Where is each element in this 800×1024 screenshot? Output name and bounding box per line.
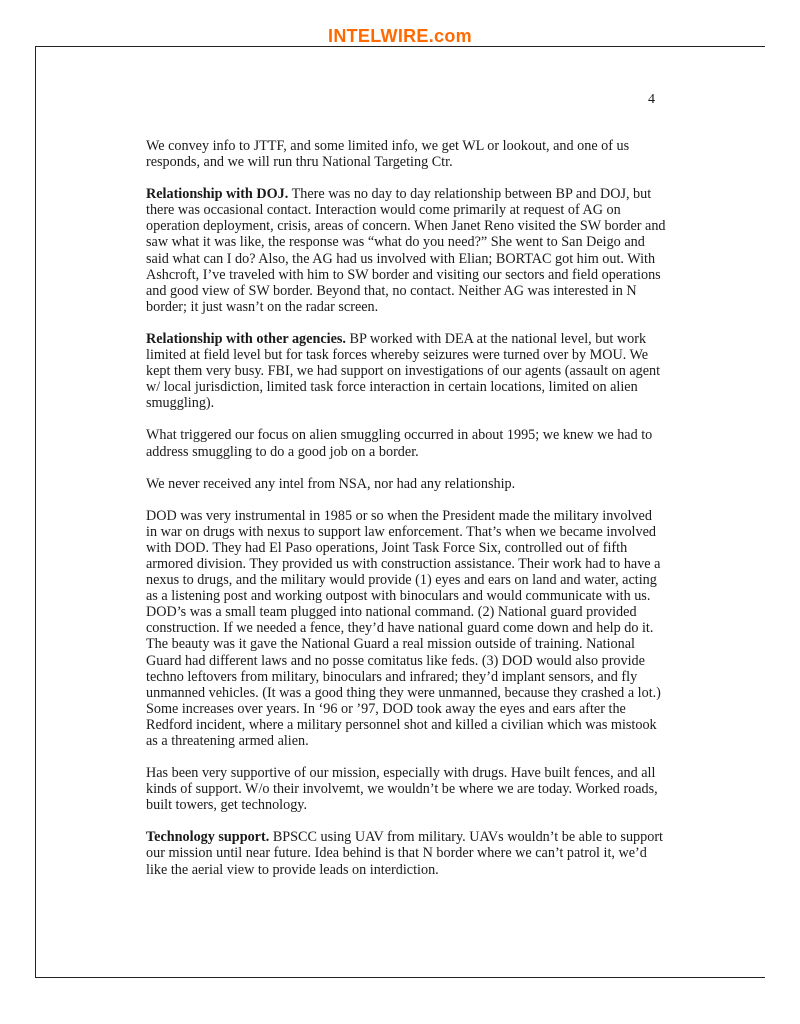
paragraph-alien-smuggling — [146, 427, 666, 459]
document-body — [146, 138, 666, 894]
site-brand-banner: INTELWIRE.com — [328, 26, 472, 46]
paragraph-jttf — [146, 138, 666, 170]
paragraph-text: There was no day to day relationship between BP and DOJ, but there was occasional contact. Interaction would come primarily at request of AG on operation deployment, crisis, areas of concern. When Janet Reno visited the SW border and saw what it was like, the response was “what do you need?” She went to San Deigo and said what can I do? Also, the AG had us involved with Elian; BORTAC got him out. With Ashcroft, I’ve traveled with him to SW border and visiting our sectors and field operations and good view of SW border. Beyond that, no contact. Neither AG was interested in N border; it just wasn’t on the radar screen. — [146, 186, 666, 315]
page-frame-top-rule — [35, 46, 765, 47]
paragraph-text: What triggered our focus on alien smuggling occurred in about 1995; we knew we had to address smuggling to do a good job on a border. — [146, 427, 653, 460]
page-frame-bottom-rule — [35, 977, 765, 978]
paragraph-heading: Technology support. — [146, 829, 270, 846]
paragraph-text: We never received any intel from NSA, nor had any relationship. — [146, 475, 516, 492]
page-number: 4 — [648, 92, 655, 107]
paragraph-text: DOD was very instrumental in 1985 or so when the President made the military involved in war on drugs with nexus to support law enforcement. That’s when we became involved with DOD. They had El Paso operations, Joint Task Force Six, controlled out of fifth armored division. They provided us with construction assistance. Their work had to have a nexus to drugs, and the military would provide (1) eyes and ears on land and water, acting as a listening post and working outpost with binoculars and would communicate with us. DOD’s was a small team plugged into national command. (2) National guard provided construction. If we needed a fence, they’d have national guard come down and help do it. The beauty was it gave the National Guard a real mission outside of training. National Guard had different laws and no posse comitatus like feds. (3) DOD would also provide techno leftovers from military, binoculars and infrared; they’d implant sensors, and fly unmanned vehicles. (It was a good thing they were unmanned, because they crashed a lot.) Some increases over years. In ‘96 or ’97, DOD took away the eyes and ears after the Redford incident, where a military personnel shot and killed a civilian which was mistook as a threatening armed alien. — [146, 507, 661, 749]
paragraph-heading: Relationship with other agencies. — [146, 330, 346, 347]
paragraph-dod — [146, 508, 666, 749]
paragraph-text: BPSCC using UAV from military. UAVs wouldn’t be able to support our mission until near future. Idea behind is that N border where we can’t patrol it, we’d like the aerial view to provide leads on interdiction. — [146, 829, 663, 878]
page-frame-left-rule — [35, 46, 36, 978]
paragraph-technology — [146, 829, 666, 877]
paragraph-text: BP worked with DEA at the national level, but work limited at field level but for task forces whereby seizures were turned over by MOU. We kept them very busy. FBI, we had support on investigations of our agents (assault on agent w/ local jurisdiction, limited task force interaction in certain locations, limited on alien smuggling). — [146, 330, 661, 412]
paragraph-heading: Relationship with DOJ. — [146, 186, 289, 203]
paragraph-support — [146, 765, 666, 813]
paragraph-doj — [146, 186, 666, 315]
paragraph-text: Has been very supportive of our mission, especially with drugs. Have built fences, and all kinds of support. W/o their involvemt, we wouldn’t be where we are today. Worked roads, built towers, get technology. — [146, 765, 658, 814]
paragraph-other-agencies — [146, 331, 666, 411]
paragraph-nsa — [146, 476, 666, 492]
paragraph-text: We convey info to JTTF, and some limited info, we get WL or lookout, and one of us responds, and we will run thru National Targeting Ctr. — [146, 138, 630, 171]
